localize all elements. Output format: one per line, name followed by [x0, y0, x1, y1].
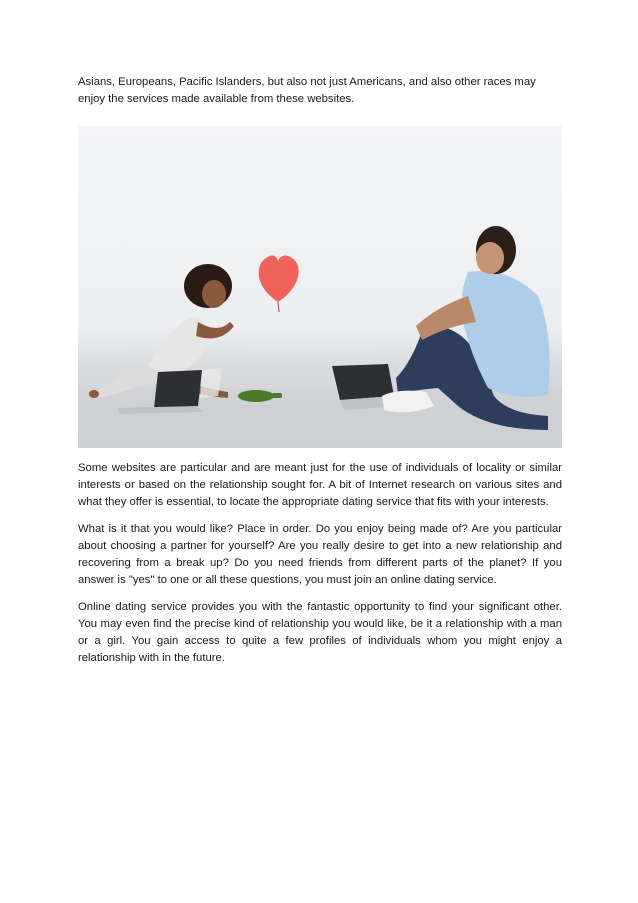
body-paragraph-3: Online dating service provides you with the fantastic opportunity to find your significant other. You may even find the precise kind of relationship you would like, be it a relationship with a man or a girl. You gain access to quite a few profiles of individuals whom you might enjoy a relationship with in the future. — [78, 601, 562, 664]
document-page — [78, 74, 562, 667]
body-paragraph-1: Some websites are particular and are meant just for the use of individuals of locality or similar interests or based on the relationship sought for. A bit of Internet research on various sites and what they offer is essential, to locate the appropriate dating service that fits with your interests. — [78, 462, 562, 508]
body-paragraph-2: What is it that you would like? Place in order. Do you enjoy being made of? Are you particular about choosing a partner for yourself? Are you really desire to get into a new relationship and recovering from a break up? Do you need friends from different parts of the planet? If you answer is "yes" to one or all these questions, you must join an online dating service. — [78, 523, 562, 586]
couple-laptops-photo — [78, 126, 562, 448]
intro-paragraph: Asians, Europeans, Pacific Islanders, but also not just Americans, and also other races may enjoy the services made available from these websites. — [78, 76, 536, 105]
heart-balloon-icon — [259, 255, 299, 312]
photo-illustration — [78, 126, 562, 448]
